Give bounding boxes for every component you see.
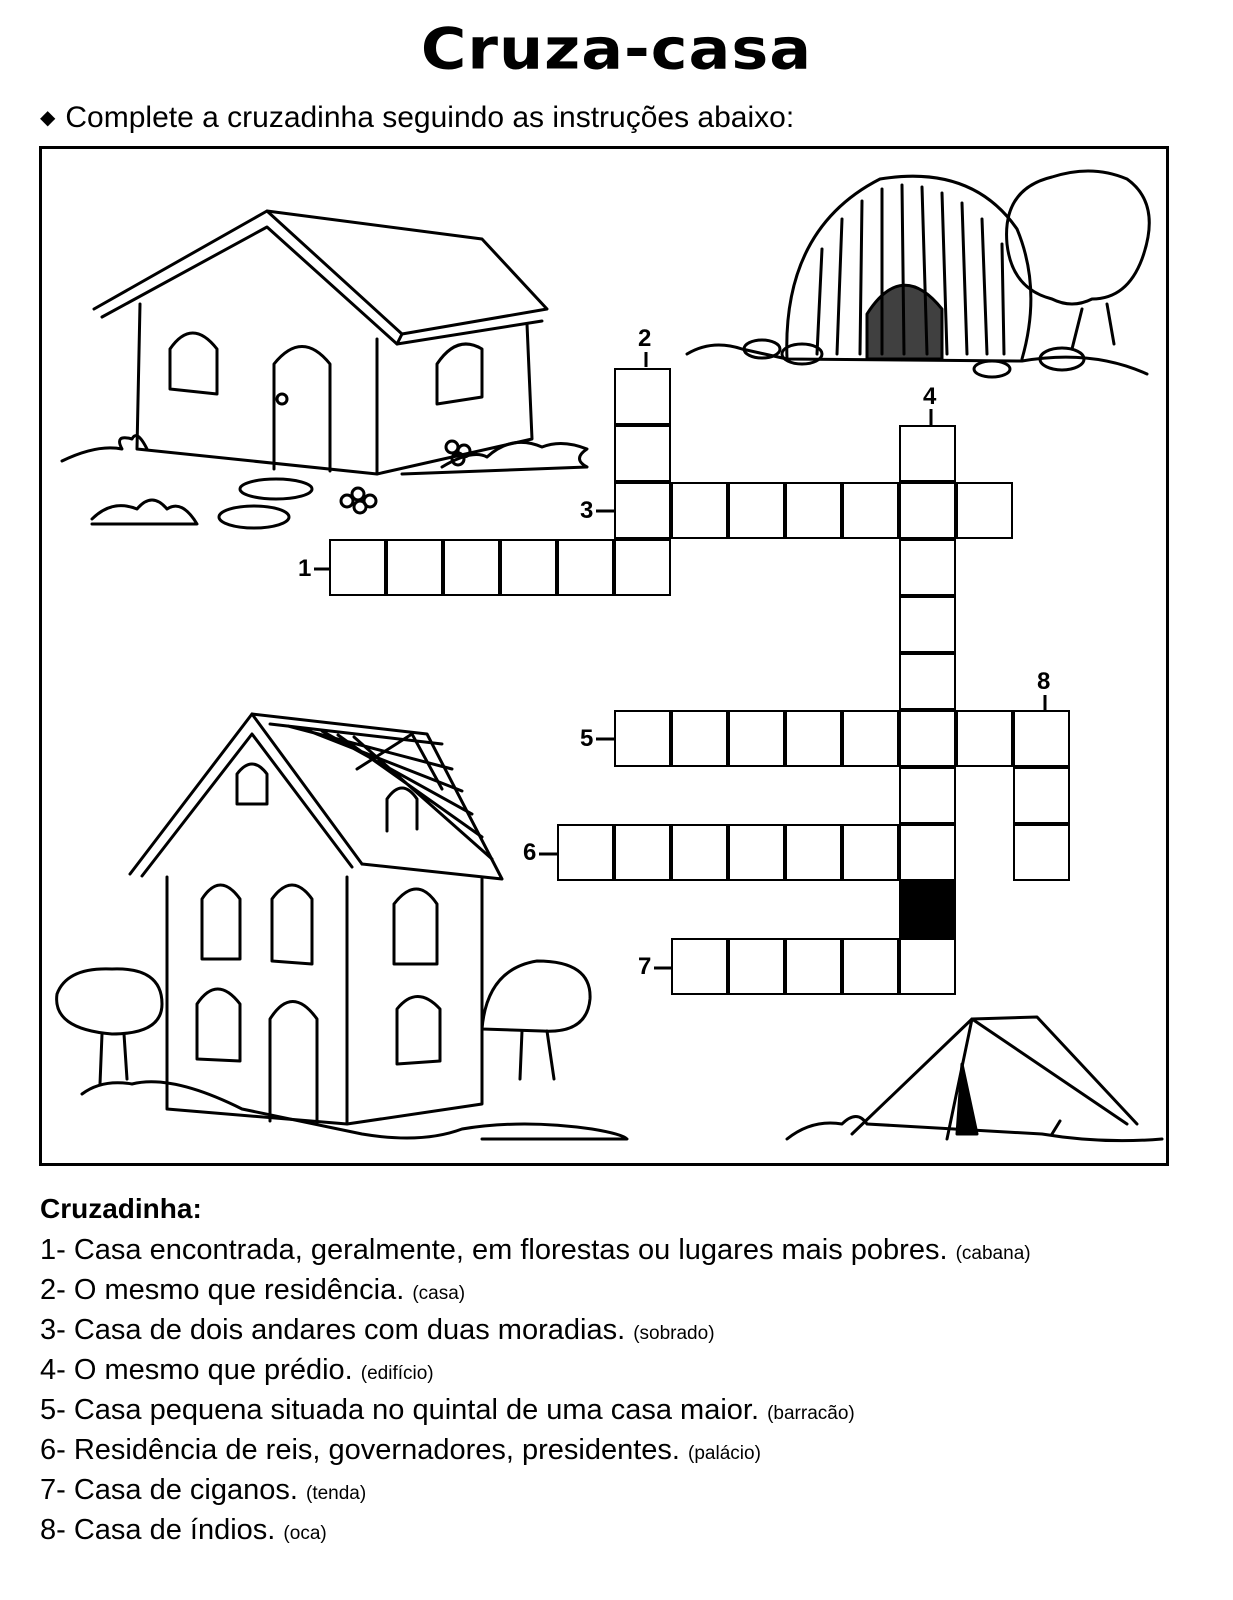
clue-6: [40, 1432, 1200, 1472]
clue-number-3: 3: [580, 497, 594, 524]
clue-7: [40, 1472, 1200, 1512]
clue-number-1: 1: [298, 555, 312, 582]
diamond-bullet-icon: ◆: [40, 107, 56, 129]
clue-text: 3- Casa de dois andares com duas moradias.: [40, 1313, 626, 1346]
clue-2: [40, 1272, 1200, 1312]
clue-number-6: 6: [523, 839, 537, 866]
clue-answer: (barracão): [767, 1402, 855, 1424]
clue-answer: (sobrado): [633, 1322, 715, 1344]
clue-text: 1- Casa encontrada, geralmente, em florestas ou lugares mais pobres.: [40, 1233, 948, 1266]
clue-answer: (casa): [412, 1282, 466, 1304]
clue-answer: (edifício): [360, 1362, 434, 1384]
clues-section: [40, 1192, 1200, 1552]
clue-text: 4- O mesmo que prédio.: [40, 1353, 353, 1386]
page-title: Cruza-casa: [420, 14, 813, 83]
clue-text: 7- Casa de ciganos.: [40, 1473, 298, 1506]
clue-8: [40, 1512, 1200, 1552]
clue-number-5: 5: [580, 725, 594, 752]
clue-text: 8- Casa de índios.: [40, 1513, 276, 1546]
clue-text: 2- O mesmo que residência.: [40, 1273, 405, 1306]
clue-answer: (palácio): [688, 1442, 761, 1464]
clue-answer: (tenda): [306, 1482, 367, 1504]
clue-1: [40, 1232, 1200, 1272]
clue-text: 5- Casa pequena situada no quintal de uma casa maior.: [40, 1393, 760, 1426]
instruction: [40, 103, 794, 133]
clue-text: 6- Residência de reis, governadores, presidentes.: [40, 1433, 680, 1466]
clue-number-8: 8: [1037, 668, 1051, 695]
instruction-text: Complete a cruzadinha seguindo as instruções abaixo:: [65, 101, 795, 134]
clue-3: [40, 1312, 1200, 1352]
clue-number-2: 2: [638, 325, 652, 352]
clue-5: [40, 1392, 1200, 1432]
clues-title: Cruzadinha:: [40, 1193, 202, 1224]
crossword-frame: [39, 146, 1169, 1166]
clue-number-7: 7: [638, 953, 652, 980]
clue-4: [40, 1352, 1200, 1392]
clue-answer: (cabana): [955, 1242, 1031, 1264]
clue-number-4: 4: [923, 383, 937, 410]
label-leaders: [42, 149, 1166, 1163]
clue-answer: (oca): [283, 1522, 327, 1544]
